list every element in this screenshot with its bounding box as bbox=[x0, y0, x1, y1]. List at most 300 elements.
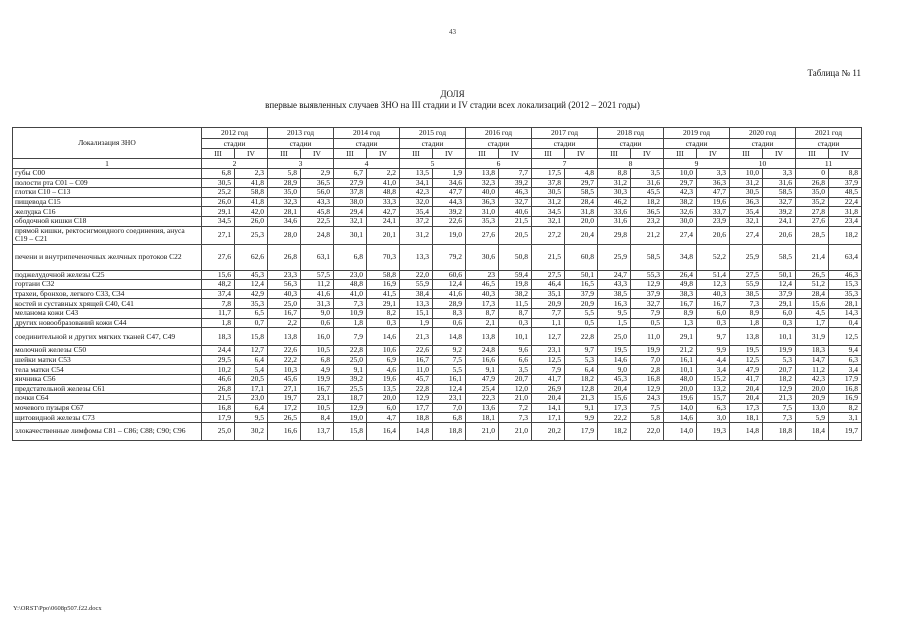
value-cell: 14,7 bbox=[796, 355, 829, 365]
value-cell: 27,6 bbox=[796, 216, 829, 226]
value-cell: 2,1 bbox=[466, 318, 499, 328]
value-cell: 20,2 bbox=[532, 422, 565, 440]
value-cell: 42,3 bbox=[400, 188, 433, 198]
value-cell: 19,0 bbox=[433, 226, 466, 244]
value-cell: 22,4 bbox=[829, 197, 862, 207]
value-cell: 22,0 bbox=[400, 270, 433, 280]
value-cell: 13,2 bbox=[697, 384, 730, 394]
stage-number-header: III bbox=[268, 149, 301, 159]
value-cell: 23,4 bbox=[829, 216, 862, 226]
stages-header: стадии bbox=[400, 139, 466, 149]
value-cell: 22,3 bbox=[466, 394, 499, 404]
value-cell: 18,1 bbox=[466, 413, 499, 423]
value-cell: 5,5 bbox=[565, 308, 598, 318]
value-cell: 30,6 bbox=[466, 244, 499, 270]
location-cell: полости рта С01 – С09 bbox=[13, 178, 202, 188]
value-cell: 30,5 bbox=[730, 188, 763, 198]
value-cell: 2,2 bbox=[367, 169, 400, 179]
value-cell: 37,8 bbox=[334, 188, 367, 198]
value-cell: 39,2 bbox=[334, 374, 367, 384]
value-cell: 20,6 bbox=[697, 226, 730, 244]
value-cell: 38,4 bbox=[400, 289, 433, 299]
value-cell: 48,0 bbox=[664, 374, 697, 384]
value-cell: 16,7 bbox=[664, 299, 697, 309]
value-cell: 28,1 bbox=[829, 299, 862, 309]
value-cell: 7,2 bbox=[499, 403, 532, 413]
value-cell: 48,8 bbox=[334, 280, 367, 290]
value-cell: 9,5 bbox=[598, 308, 631, 318]
value-cell: 56,0 bbox=[301, 188, 334, 198]
stage-number-header: IV bbox=[235, 149, 268, 159]
value-cell: 24,7 bbox=[598, 270, 631, 280]
value-cell: 37,8 bbox=[532, 178, 565, 188]
table-row bbox=[13, 178, 862, 188]
value-cell: 16,8 bbox=[829, 384, 862, 394]
value-cell: 19,9 bbox=[631, 346, 664, 356]
value-cell: 38,0 bbox=[334, 197, 367, 207]
value-cell: 7,3 bbox=[763, 413, 796, 423]
value-cell: 51,4 bbox=[697, 270, 730, 280]
value-cell: 8,9 bbox=[730, 308, 763, 318]
value-cell: 42,9 bbox=[235, 289, 268, 299]
value-cell: 0,3 bbox=[499, 318, 532, 328]
value-cell: 20,4 bbox=[730, 394, 763, 404]
value-cell: 20,9 bbox=[796, 394, 829, 404]
value-cell: 17,9 bbox=[202, 413, 235, 423]
value-cell: 21,2 bbox=[664, 346, 697, 356]
location-cell: предстательной железы С61 bbox=[13, 384, 202, 394]
value-cell: 20,5 bbox=[235, 374, 268, 384]
location-cell: злокачественные лимфомы С81 – С86; С88; С90; С96 bbox=[13, 422, 202, 440]
value-cell: 18,7 bbox=[334, 394, 367, 404]
value-cell: 41,0 bbox=[334, 289, 367, 299]
value-cell: 24,4 bbox=[202, 346, 235, 356]
value-cell: 42,3 bbox=[664, 188, 697, 198]
value-cell: 25,3 bbox=[235, 226, 268, 244]
value-cell: 18,3 bbox=[202, 328, 235, 346]
value-cell: 45,3 bbox=[598, 374, 631, 384]
value-cell: 8,3 bbox=[433, 308, 466, 318]
value-cell: 1,8 bbox=[730, 318, 763, 328]
value-cell: 7,5 bbox=[433, 355, 466, 365]
value-cell: 34,8 bbox=[664, 244, 697, 270]
value-cell: 6,9 bbox=[367, 355, 400, 365]
value-cell: 41,8 bbox=[235, 178, 268, 188]
value-cell: 35,1 bbox=[532, 289, 565, 299]
value-cell: 13,5 bbox=[367, 384, 400, 394]
value-cell: 35,3 bbox=[235, 299, 268, 309]
value-cell: 27,5 bbox=[532, 270, 565, 280]
value-cell: 6,6 bbox=[499, 355, 532, 365]
value-cell: 32,3 bbox=[268, 197, 301, 207]
value-cell: 35,3 bbox=[466, 216, 499, 226]
value-cell: 25,0 bbox=[202, 422, 235, 440]
table-row bbox=[13, 355, 862, 365]
location-cell: почки С64 bbox=[13, 394, 202, 404]
page-number: 43 bbox=[449, 28, 456, 36]
column-index-cell: 10 bbox=[730, 159, 796, 169]
value-cell: 43,3 bbox=[301, 197, 334, 207]
location-cell: молочной железы С50 bbox=[13, 346, 202, 356]
value-cell: 19,6 bbox=[697, 197, 730, 207]
value-cell: 1,8 bbox=[334, 318, 367, 328]
value-cell: 9,6 bbox=[499, 346, 532, 356]
value-cell: 5,8 bbox=[631, 413, 664, 423]
table-row bbox=[13, 308, 862, 318]
value-cell: 26,4 bbox=[664, 270, 697, 280]
value-cell: 5,4 bbox=[235, 365, 268, 375]
value-cell: 40,0 bbox=[466, 188, 499, 198]
table-label: Таблица № 11 bbox=[807, 68, 861, 78]
value-cell: 36,3 bbox=[730, 197, 763, 207]
value-cell: 55,9 bbox=[730, 280, 763, 290]
value-cell: 11,2 bbox=[301, 280, 334, 290]
value-cell: 21,3 bbox=[400, 328, 433, 346]
value-cell: 3,5 bbox=[499, 365, 532, 375]
value-cell: 9,7 bbox=[565, 346, 598, 356]
stages-header: стадии bbox=[664, 139, 730, 149]
value-cell: 32,7 bbox=[631, 299, 664, 309]
location-cell: других новообразований кожи С44 bbox=[13, 318, 202, 328]
value-cell: 45,6 bbox=[268, 374, 301, 384]
value-cell: 11,5 bbox=[499, 299, 532, 309]
value-cell: 12,4 bbox=[235, 280, 268, 290]
value-cell: 35,2 bbox=[796, 197, 829, 207]
value-cell: 0,4 bbox=[829, 318, 862, 328]
value-cell: 20,4 bbox=[730, 384, 763, 394]
value-cell: 55,9 bbox=[400, 280, 433, 290]
value-cell: 8,2 bbox=[829, 403, 862, 413]
value-cell: 12,5 bbox=[730, 355, 763, 365]
value-cell: 26,9 bbox=[532, 384, 565, 394]
value-cell: 38,5 bbox=[730, 289, 763, 299]
value-cell: 1,7 bbox=[796, 318, 829, 328]
value-cell: 27,6 bbox=[466, 226, 499, 244]
value-cell: 10,9 bbox=[334, 308, 367, 318]
location-cell: мочевого пузыря С67 bbox=[13, 403, 202, 413]
year-header: 2018 год bbox=[598, 128, 664, 139]
value-cell: 29,1 bbox=[367, 299, 400, 309]
value-cell: 19,0 bbox=[334, 413, 367, 423]
value-cell: 9,1 bbox=[334, 365, 367, 375]
value-cell: 19,5 bbox=[730, 346, 763, 356]
value-cell: 6,4 bbox=[565, 365, 598, 375]
table-row bbox=[13, 216, 862, 226]
value-cell: 15,1 bbox=[400, 308, 433, 318]
value-cell: 2,3 bbox=[235, 169, 268, 179]
table-row bbox=[13, 280, 862, 290]
value-cell: 24,8 bbox=[301, 226, 334, 244]
value-cell: 8,9 bbox=[664, 308, 697, 318]
value-cell: 16,0 bbox=[301, 328, 334, 346]
value-cell: 11,2 bbox=[796, 365, 829, 375]
value-cell: 5,3 bbox=[763, 355, 796, 365]
value-cell: 37,9 bbox=[829, 178, 862, 188]
year-header: 2015 год bbox=[400, 128, 466, 139]
value-cell: 30,5 bbox=[202, 178, 235, 188]
value-cell: 7,9 bbox=[334, 328, 367, 346]
stages-header: стадии bbox=[334, 139, 400, 149]
value-cell: 0,5 bbox=[565, 318, 598, 328]
table-row bbox=[13, 244, 862, 270]
stage-number-header: III bbox=[598, 149, 631, 159]
value-cell: 13,3 bbox=[400, 244, 433, 270]
stage-number-header: IV bbox=[301, 149, 334, 159]
value-cell: 26,5 bbox=[796, 270, 829, 280]
value-cell: 27,4 bbox=[664, 226, 697, 244]
value-cell: 48,2 bbox=[202, 280, 235, 290]
value-cell: 20,4 bbox=[565, 226, 598, 244]
value-cell: 18,2 bbox=[598, 422, 631, 440]
value-cell: 31,3 bbox=[301, 299, 334, 309]
value-cell: 37,9 bbox=[631, 289, 664, 299]
value-cell: 22,8 bbox=[565, 328, 598, 346]
table-row bbox=[13, 403, 862, 413]
value-cell: 38,5 bbox=[598, 289, 631, 299]
value-cell: 14,6 bbox=[664, 413, 697, 423]
value-cell: 14,6 bbox=[367, 328, 400, 346]
value-cell: 27,9 bbox=[334, 178, 367, 188]
year-header: 2013 год bbox=[268, 128, 334, 139]
value-cell: 18,2 bbox=[565, 374, 598, 384]
value-cell: 45,3 bbox=[235, 270, 268, 280]
column-index-cell: 1 bbox=[13, 159, 202, 169]
value-cell: 7,0 bbox=[433, 403, 466, 413]
value-cell: 26,0 bbox=[202, 197, 235, 207]
value-cell: 11,7 bbox=[202, 308, 235, 318]
stages-header: стадии bbox=[466, 139, 532, 149]
value-cell: 18,3 bbox=[796, 346, 829, 356]
location-header: Локализация ЗНО bbox=[13, 128, 202, 159]
value-cell: 60,6 bbox=[433, 270, 466, 280]
value-cell: 42,7 bbox=[367, 207, 400, 217]
value-cell: 21,2 bbox=[631, 226, 664, 244]
value-cell: 3,1 bbox=[829, 413, 862, 423]
location-cell: пищевода С15 bbox=[13, 197, 202, 207]
value-cell: 14,6 bbox=[598, 355, 631, 365]
value-cell: 22,6 bbox=[268, 346, 301, 356]
value-cell: 1,5 bbox=[598, 318, 631, 328]
value-cell: 30,5 bbox=[532, 188, 565, 198]
value-cell: 37,4 bbox=[202, 289, 235, 299]
value-cell: 41,6 bbox=[301, 289, 334, 299]
value-cell: 0,6 bbox=[433, 318, 466, 328]
value-cell: 47,9 bbox=[730, 365, 763, 375]
value-cell: 6,8 bbox=[433, 413, 466, 423]
value-cell: 43,3 bbox=[598, 280, 631, 290]
value-cell: 27,2 bbox=[532, 226, 565, 244]
value-cell: 12,9 bbox=[631, 280, 664, 290]
value-cell: 3,4 bbox=[829, 365, 862, 375]
value-cell: 10,5 bbox=[301, 346, 334, 356]
value-cell: 21,0 bbox=[499, 422, 532, 440]
stage-number-header: IV bbox=[631, 149, 664, 159]
value-cell: 0,7 bbox=[235, 318, 268, 328]
value-cell: 16,7 bbox=[301, 384, 334, 394]
value-cell: 29,5 bbox=[202, 355, 235, 365]
table-row bbox=[13, 299, 862, 309]
value-cell: 34,5 bbox=[532, 207, 565, 217]
value-cell: 62,6 bbox=[235, 244, 268, 270]
value-cell: 8,8 bbox=[829, 169, 862, 179]
value-cell: 57,5 bbox=[301, 270, 334, 280]
value-cell: 29,1 bbox=[763, 299, 796, 309]
value-cell: 21,0 bbox=[466, 422, 499, 440]
value-cell: 27,6 bbox=[202, 244, 235, 270]
table-row bbox=[13, 169, 862, 179]
value-cell: 46,2 bbox=[598, 197, 631, 207]
value-cell: 12,0 bbox=[499, 384, 532, 394]
value-cell: 0,3 bbox=[763, 318, 796, 328]
value-cell: 47,9 bbox=[466, 374, 499, 384]
value-cell: 41,8 bbox=[235, 197, 268, 207]
value-cell: 13,3 bbox=[400, 299, 433, 309]
value-cell: 26,5 bbox=[268, 413, 301, 423]
value-cell: 45,7 bbox=[400, 374, 433, 384]
value-cell: 29,1 bbox=[202, 207, 235, 217]
value-cell: 10,0 bbox=[730, 169, 763, 179]
value-cell: 9,0 bbox=[598, 365, 631, 375]
value-cell: 9,1 bbox=[565, 403, 598, 413]
value-cell: 4,6 bbox=[367, 365, 400, 375]
document-subtitle: впервые выявленных случаев ЗНО на III стадии и IV стадии всех локализаций (2012 – 2021 годы) bbox=[265, 100, 640, 110]
value-cell: 5,9 bbox=[796, 413, 829, 423]
year-header: 2014 год bbox=[334, 128, 400, 139]
year-header: 2020 год bbox=[730, 128, 796, 139]
value-cell: 16,1 bbox=[433, 374, 466, 384]
value-cell: 19,8 bbox=[499, 280, 532, 290]
value-cell: 34,6 bbox=[268, 216, 301, 226]
value-cell: 12,4 bbox=[433, 384, 466, 394]
value-cell: 24,1 bbox=[367, 216, 400, 226]
value-cell: 23 bbox=[466, 270, 499, 280]
value-cell: 12,5 bbox=[829, 328, 862, 346]
value-cell: 58,8 bbox=[235, 188, 268, 198]
value-cell: 18,2 bbox=[829, 226, 862, 244]
location-cell: губы С00 bbox=[13, 169, 202, 179]
value-cell: 31,6 bbox=[598, 216, 631, 226]
value-cell: 3,3 bbox=[697, 169, 730, 179]
value-cell: 23,9 bbox=[697, 216, 730, 226]
value-cell: 26,8 bbox=[268, 244, 301, 270]
value-cell: 6,5 bbox=[235, 308, 268, 318]
value-cell: 10,5 bbox=[301, 403, 334, 413]
value-cell: 18,8 bbox=[400, 413, 433, 423]
value-cell: 17,7 bbox=[400, 403, 433, 413]
value-cell: 10,1 bbox=[763, 328, 796, 346]
value-cell: 23,3 bbox=[268, 270, 301, 280]
value-cell: 6,3 bbox=[829, 355, 862, 365]
value-cell: 10,2 bbox=[202, 365, 235, 375]
value-cell: 7,9 bbox=[532, 365, 565, 375]
column-index-cell: 6 bbox=[466, 159, 532, 169]
value-cell: 12,9 bbox=[400, 394, 433, 404]
value-cell: 13,8 bbox=[268, 328, 301, 346]
value-cell: 27,4 bbox=[730, 226, 763, 244]
value-cell: 0,3 bbox=[367, 318, 400, 328]
stages-header: стадии bbox=[796, 139, 862, 149]
value-cell: 40,3 bbox=[466, 289, 499, 299]
value-cell: 9,9 bbox=[565, 413, 598, 423]
value-cell: 22,2 bbox=[268, 355, 301, 365]
value-cell: 17,3 bbox=[466, 299, 499, 309]
value-cell: 25,5 bbox=[334, 384, 367, 394]
value-cell: 20,9 bbox=[565, 299, 598, 309]
value-cell: 63,1 bbox=[301, 244, 334, 270]
value-cell: 27,1 bbox=[202, 226, 235, 244]
location-cell: костей и суставных хрящей С40, С41 bbox=[13, 299, 202, 309]
value-cell: 13,7 bbox=[301, 422, 334, 440]
value-cell: 38,2 bbox=[664, 197, 697, 207]
value-cell: 27,5 bbox=[730, 270, 763, 280]
value-cell: 16,4 bbox=[367, 422, 400, 440]
value-cell: 37,9 bbox=[763, 289, 796, 299]
value-cell: 28,4 bbox=[796, 289, 829, 299]
value-cell: 28,9 bbox=[268, 178, 301, 188]
value-cell: 31,2 bbox=[730, 178, 763, 188]
value-cell: 10,1 bbox=[499, 328, 532, 346]
year-header: 2019 год bbox=[664, 128, 730, 139]
value-cell: 4,7 bbox=[367, 413, 400, 423]
year-header: 2012 год bbox=[202, 128, 268, 139]
value-cell: 15,6 bbox=[598, 394, 631, 404]
table-row bbox=[13, 374, 862, 384]
value-cell: 16,9 bbox=[829, 394, 862, 404]
value-cell: 21,3 bbox=[565, 394, 598, 404]
location-cell: гортани С32 bbox=[13, 280, 202, 290]
value-cell: 15,6 bbox=[202, 270, 235, 280]
value-cell: 48,8 bbox=[367, 188, 400, 198]
value-cell: 0,3 bbox=[697, 318, 730, 328]
year-header: 2021 год bbox=[796, 128, 862, 139]
value-cell: 25,9 bbox=[730, 244, 763, 270]
value-cell: 9,7 bbox=[697, 328, 730, 346]
value-cell: 60,8 bbox=[565, 244, 598, 270]
column-index-row bbox=[13, 159, 862, 169]
column-index-cell: 8 bbox=[598, 159, 664, 169]
value-cell: 23,1 bbox=[532, 346, 565, 356]
value-cell: 46,6 bbox=[202, 374, 235, 384]
stage-number-header: III bbox=[664, 149, 697, 159]
value-cell: 50,8 bbox=[499, 244, 532, 270]
value-cell: 7,3 bbox=[334, 299, 367, 309]
value-cell: 33,7 bbox=[697, 207, 730, 217]
value-cell: 32,0 bbox=[400, 197, 433, 207]
value-cell: 17,1 bbox=[532, 413, 565, 423]
value-cell: 52,2 bbox=[697, 244, 730, 270]
value-cell: 58,5 bbox=[763, 244, 796, 270]
value-cell: 19,7 bbox=[829, 422, 862, 440]
value-cell: 13,5 bbox=[400, 169, 433, 179]
value-cell: 18,8 bbox=[433, 422, 466, 440]
value-cell: 31,6 bbox=[763, 178, 796, 188]
table-row bbox=[13, 289, 862, 299]
value-cell: 6,8 bbox=[301, 355, 334, 365]
value-cell: 35,4 bbox=[730, 207, 763, 217]
value-cell: 14,1 bbox=[532, 403, 565, 413]
year-header: 2017 год bbox=[532, 128, 598, 139]
location-cell: трахеи, бронхов, легкого С33, С34 bbox=[13, 289, 202, 299]
value-cell: 30,2 bbox=[235, 422, 268, 440]
value-cell: 26,8 bbox=[796, 178, 829, 188]
value-cell: 16,9 bbox=[367, 280, 400, 290]
value-cell: 5,3 bbox=[565, 355, 598, 365]
value-cell: 41,0 bbox=[367, 178, 400, 188]
table-row bbox=[13, 318, 862, 328]
value-cell: 22,2 bbox=[598, 413, 631, 423]
value-cell: 16,6 bbox=[466, 355, 499, 365]
value-cell: 58,8 bbox=[367, 270, 400, 280]
